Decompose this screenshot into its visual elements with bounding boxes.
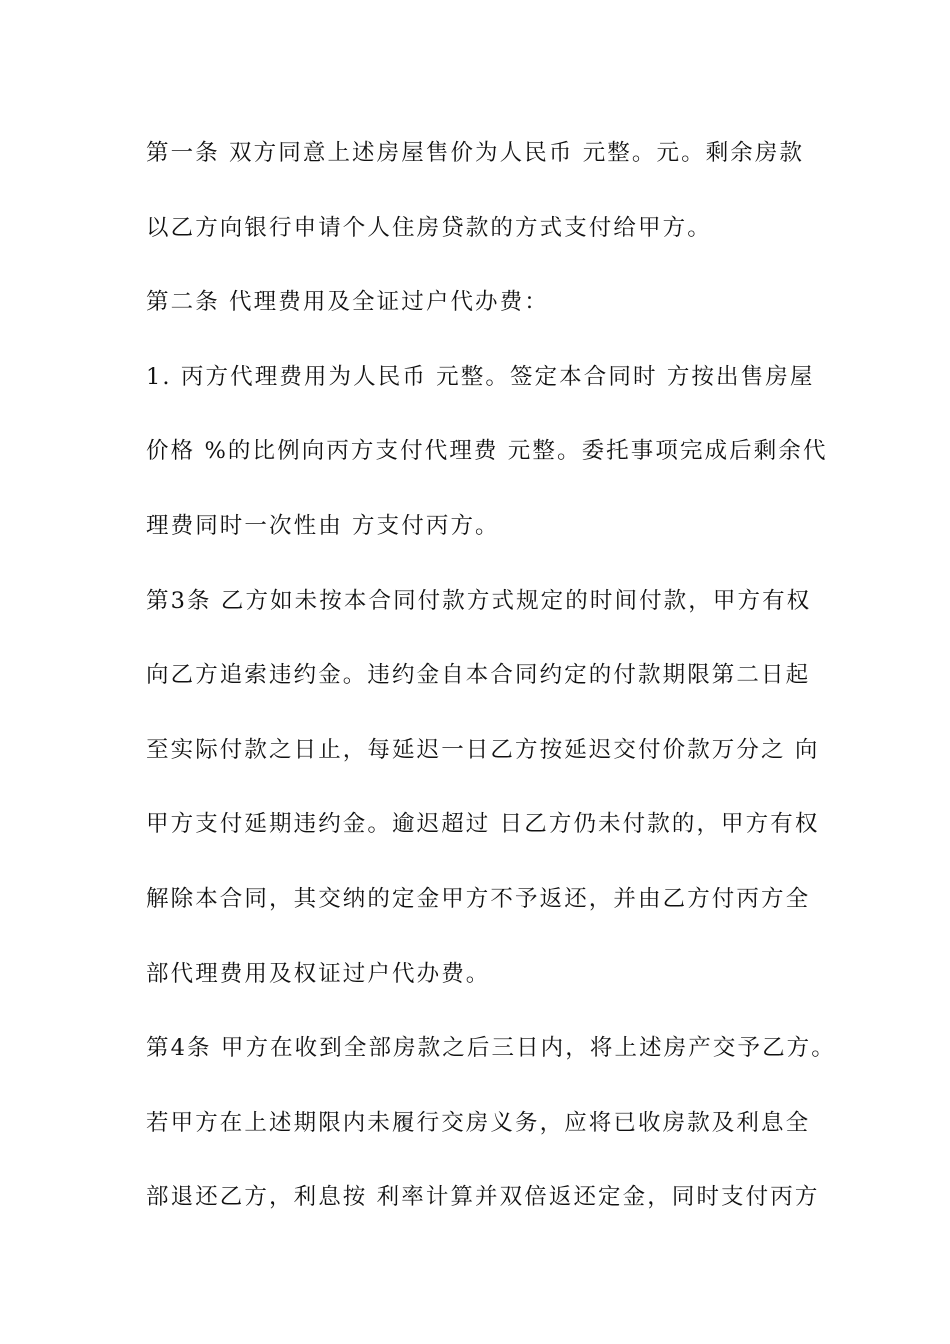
text-line: 价格 %的比例向丙方支付代理费 元整。委托事项完成后剩余代 <box>146 438 828 465</box>
text-line: 第4条 甲方在收到全部房款之后三日内，将上述房产交予乙方。 <box>146 1035 836 1062</box>
text-line: 理费同时一次性由 方支付丙方。 <box>146 512 500 539</box>
text-line: 解除本合同，其交纳的定金甲方不予返还，并由乙方付丙方全 <box>146 885 811 912</box>
text-line: 第一条 双方同意上述房屋售价为人民币 元整。元。剩余房款 <box>146 140 805 166</box>
text-line: 1. 丙方代理费用为人民币 元整。签定本合同时 方按出售房屋 <box>146 363 815 390</box>
text-line: 第二条 代理费用及全证过户代办费： <box>146 289 549 316</box>
contract-text <box>146 130 846 1249</box>
text-line: 若甲方在上述期限内未履行交房义务，应将已收房款及利息全 <box>146 1109 811 1136</box>
text-line: 至实际付款之日止，每延迟一日乙方按延迟交付价款万分之 向 <box>146 736 820 763</box>
text-line: 向乙方追索违约金。违约金自本合同约定的付款期限第二日起 <box>146 662 811 689</box>
text-line: 甲方支付延期违约金。逾迟超过 日乙方仍未付款的，甲方有权 <box>146 811 820 838</box>
text-line: 部代理费用及权证过户代办费。 <box>146 960 491 987</box>
text-line: 第3条 乙方如未按本合同付款方式规定的时间付款，甲方有权 <box>146 587 812 614</box>
text-line: 部退还乙方，利息按 利率计算并双倍返还定金，同时支付丙方 <box>146 1184 820 1211</box>
text-line: 以乙方向银行申请个人住房贷款的方式支付给甲方。 <box>146 214 712 241</box>
